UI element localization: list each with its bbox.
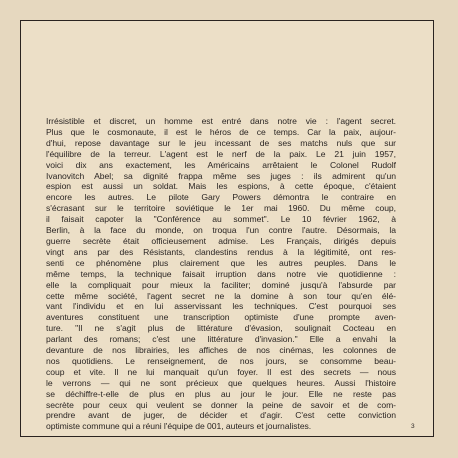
text-line: devanture de nos librairies, les affiches de nos cinémas, les colonnes de [46,345,396,356]
text-line: parlant des romans; c'est une littérature d'invasion." Elle a envahi la [46,334,396,345]
text-line: cette même société, l'agent secret ne la domine à son tour qu'en élé- [46,290,396,301]
text-line: l'équilibre de la terreur. L'agent est le nerf de la paix. Le 21 juin 1957, [46,148,396,159]
text-line: guerre secrète était officieusement admise. Les Français, dirigés depuis [46,235,396,246]
text-line: optimiste commune qui a réuni l'équipe de 001, auteurs et journalistes. [46,421,312,432]
text-line: elle la compliquait pour mieux la faciliter; dominé jusqu'à l'absurde par [46,279,396,290]
text-line: vingt ans par des Résistants, clandestins rendus à la légitimité, ont res- [46,246,396,257]
text-line: Berlin, à la face du monde, on troqua l'un contre l'autre. Désormais, la [46,225,396,236]
text-line: Plus que le cosmonaute, il est le héros de ce temps. Car la paix, aujour- [46,126,396,137]
text-line: aventures constituent une transcription optimiste d'une prompte aven- [46,312,396,323]
text-line: encore les autres. Le pilote Gary Powers démontra le contraire en [46,192,396,203]
text-line: s'écrasant sur le territoire soviétique le 1er mai 1960. Du même coup, [46,203,396,214]
text-line: il faisait capoter la "Conférence au sommet". Le 10 février 1962, à [46,214,396,225]
text-line: secrète pour ceux qui veulent se donner la peine de savoir et de com- [46,399,396,410]
article-body [46,116,396,432]
text-line: coup et vite. Il ne lui manquait qu'un foyer. Il est des secrets — nous [46,366,396,377]
text-line: prendre avant de juger, de décider et d'agir. C'est cette conviction [46,410,396,421]
text-line: d'hui, repose davantage sur le jeu incessant de ses matchs nuls que sur [46,137,396,148]
text-line: nos quotidiens. Le renseignement, de nos jours, se consomme beau- [46,355,396,366]
text-line: Ivanovitch Abel; sa dignité frappa même ses juges : ils admirent qu'un [46,170,396,181]
text-line: se déchiffre-t-elle de plus en plus au jour le jour. Elle ne reste pas [46,388,396,399]
text-line: espion est aussi un soldat. Mais les espions, à cette époque, c'étaient [46,181,396,192]
text-line: Irrésistible et discret, un homme est entré dans notre vie : l'agent secret. [46,116,396,126]
text-line: le verrons — qui ne sont précieux que quelques heures. Aussi l'histoire [46,377,396,388]
text-line: ture. "Il ne s'agit plus de littérature d'évasion, soulignait Cocteau en [46,323,396,334]
text-line: senti ce phénomène plus clairement que les autres peuples. Dans le [46,257,396,268]
text-line: vant l'individu et en lui asservissant les techniques. C'est pourquoi ses [46,301,396,312]
text-line: même temps, la technique faisait irruption dans notre vie quotidienne : [46,268,396,279]
page-number: 3 [411,423,415,430]
text-line: voici dix ans exactement, les Américains arrêtaient le Colonel Rudolf [46,159,396,170]
